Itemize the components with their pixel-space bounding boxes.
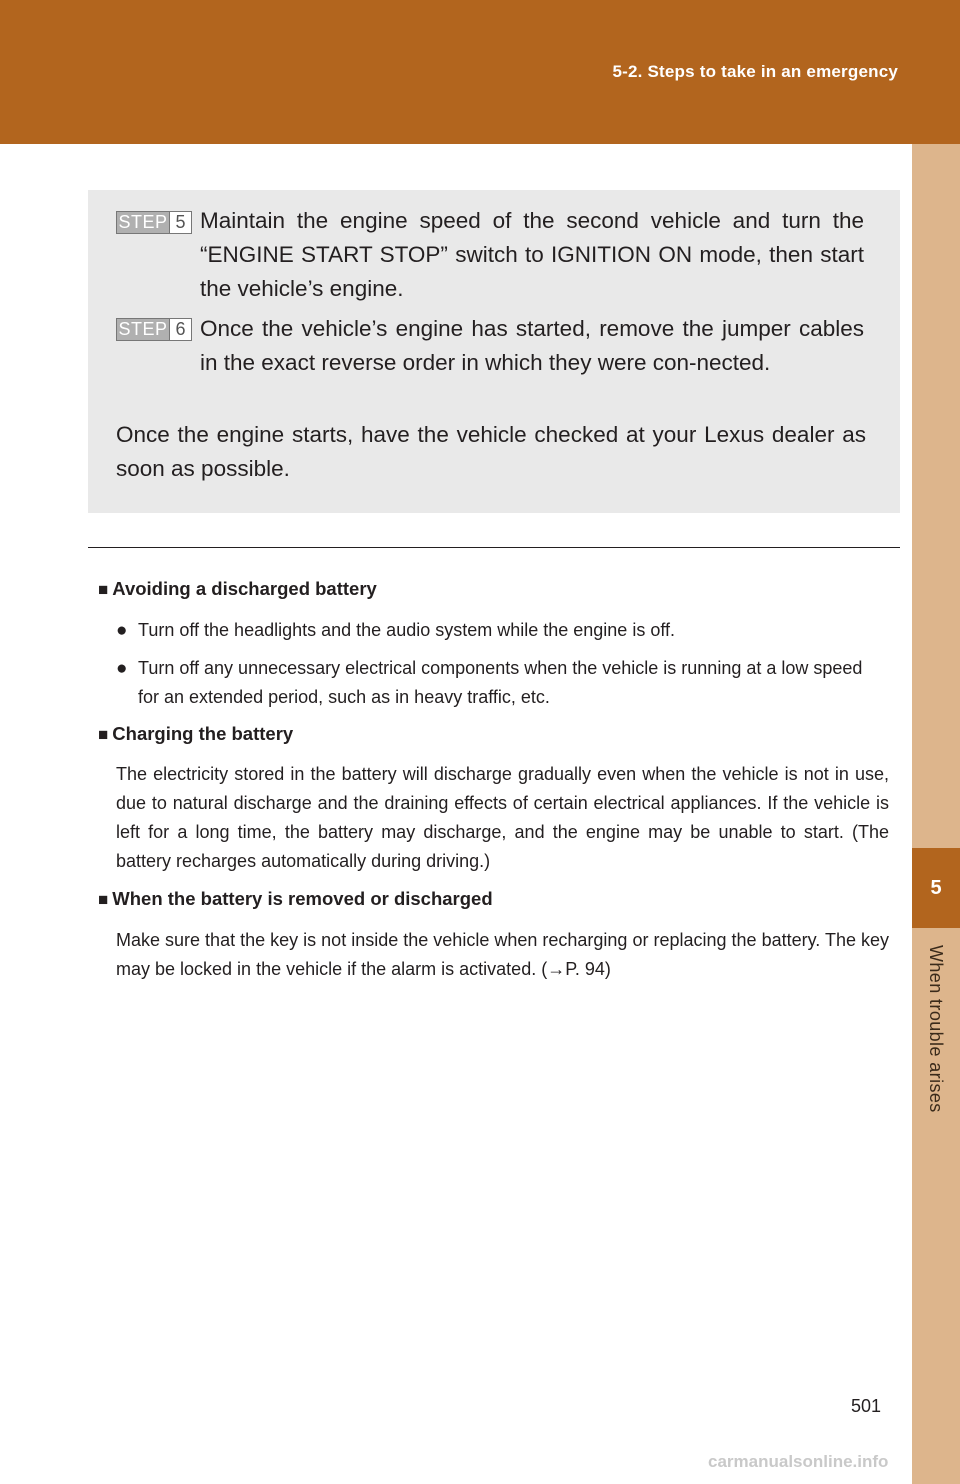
step-6-text: Once the vehicle’s engine has started, remove the jumper cables in the exact reverse order in which they were con-nected. [200, 316, 864, 375]
section-heading-avoiding [98, 578, 377, 600]
section-heading-text: Avoiding a discharged battery [112, 578, 377, 599]
bullet-text: Turn off the headlights and the audio system while the engine is off. [138, 620, 676, 640]
watermark: carmanualsonline.info [708, 1452, 889, 1471]
bullet-item [116, 616, 886, 645]
step-5-badge [116, 211, 192, 234]
page-header [0, 0, 960, 144]
section-heading-text: When the battery is removed or discharged [112, 888, 493, 909]
step-5-text: Maintain the engine speed of the second vehicle and turn the “ENGINE START STOP” switch to IGNITION ON mode, then start the vehicle’s engine. [200, 208, 864, 301]
section-title: 5-2. Steps to take in an emergency [612, 62, 898, 81]
section-body-charging: The electricity stored in the battery will discharge gradually even when the vehicle is not in use, due to natural discharge and the draining effects of certain electrical appliances. If the vehicle is left for a long time, the battery may discharge, and the engine may be unable to start. (The battery recharges automatically during driving.) [116, 764, 889, 871]
bullet-text: Turn off any unnecessary electrical components when the vehicle is running at a low speed for an extended period, such as in heavy traffic, etc. [138, 658, 863, 707]
bullet-dot-icon: ● [116, 620, 128, 641]
step-badge-label: STEP [118, 319, 168, 339]
chapter-label: When trouble arises [926, 945, 946, 1113]
square-marker-icon: ■ [98, 725, 109, 744]
divider-rule [88, 547, 900, 548]
section-heading-text: Charging the battery [112, 723, 294, 744]
step-badge-number: 5 [169, 212, 191, 233]
bullet-item [116, 654, 886, 712]
panel-note: Once the engine starts, have the vehicle checked at your Lexus dealer as soon as possible. [116, 422, 866, 481]
step-badge-label: STEP [118, 212, 168, 232]
square-marker-icon: ■ [98, 890, 109, 909]
page-number: 501 [851, 1396, 882, 1416]
square-marker-icon: ■ [98, 580, 109, 599]
chapter-number-tab[interactable]: 5 [912, 848, 960, 928]
section-heading-removed [98, 888, 493, 910]
step-badge-number: 6 [169, 319, 191, 340]
chapter-side-tab [912, 144, 960, 1484]
bullet-dot-icon: ● [116, 658, 128, 679]
section-body-removed: Make sure that the key is not inside the vehicle when recharging or replacing the battery. The key may be locked in the vehicle if the alarm is activated. (→P. 94) [116, 930, 889, 979]
step-6-badge [116, 318, 192, 341]
section-heading-charging [98, 723, 293, 745]
